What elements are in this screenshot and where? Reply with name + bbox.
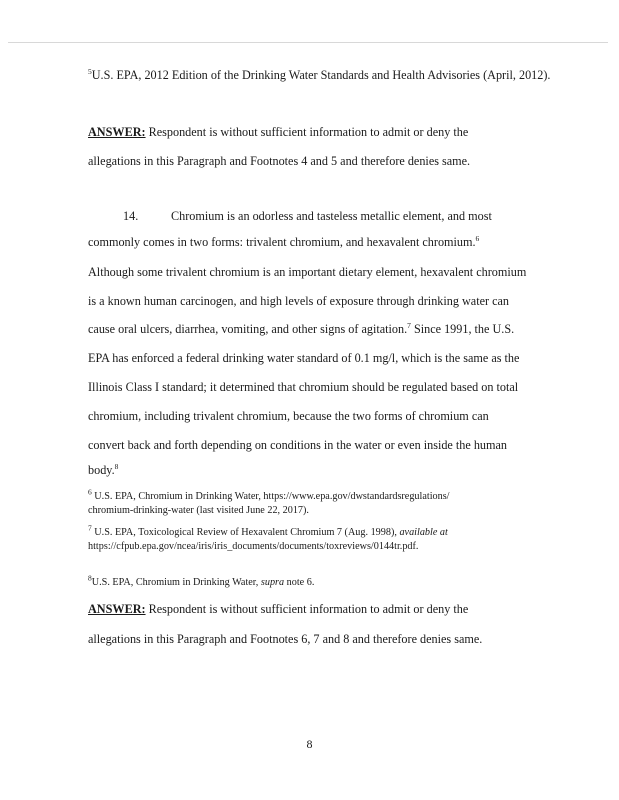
paragraph-14-line-8: chromium, including trivalent chromium, because the two forms of chromium can xyxy=(88,409,489,423)
footnote-6-line-1 xyxy=(88,487,450,503)
answer-2-label: ANSWER: xyxy=(88,602,146,616)
footnote-ref-8: 8 xyxy=(114,461,119,471)
footnote-ref-7: 7 xyxy=(407,320,411,330)
footnote-5-marker: 5 xyxy=(88,66,92,76)
answer-2-line-2: allegations in this Paragraph and Footnotes 6, 7 and 8 and therefore denies same. xyxy=(88,632,483,646)
answer-1-text-1: Respondent is without sufficient information to admit or deny the xyxy=(145,125,469,139)
answer-2-text-1: Respondent is without sufficient information to admit or deny the xyxy=(145,602,469,616)
answer-2-line-1 xyxy=(88,602,468,617)
footnote-7-line-2: https://cfpub.epa.gov/ncea/iris/iris_documents/documents/toxreviews/0144tr.pdf. xyxy=(88,541,419,552)
paragraph-14-text-5b: Since 1991, the U.S. xyxy=(410,322,515,336)
paragraph-14-line-7: Illinois Class I standard; it determined that chromium should be regulated based on total xyxy=(88,380,519,394)
footnote-6-text-1: U.S. EPA, Chromium in Drinking Water, https://www.epa.gov/dwstandardsregulations/ xyxy=(91,491,450,502)
answer-1-label: ANSWER: xyxy=(88,125,146,139)
footnote-7-line-1 xyxy=(88,523,448,539)
paragraph-14-text-1: Chromium is an odorless and tasteless metallic element, and most xyxy=(171,209,492,223)
paragraph-14-line-10 xyxy=(88,463,118,478)
footnote-7-text-1a: U.S. EPA, Toxicological Review of Hexavalent Chromium 7 (Aug. 1998), xyxy=(91,527,400,538)
footnote-ref-6: 6 xyxy=(475,233,480,243)
footnote-7-marker: 7 xyxy=(88,523,92,533)
footnote-7-text-1b: available at xyxy=(399,527,448,538)
paragraph-14-text-10: body. xyxy=(88,463,115,477)
paragraph-14-number: 14. xyxy=(123,209,139,223)
paragraph-14-line-3: Although some trivalent chromium is an important dietary element, hexavalent chromium xyxy=(88,265,527,279)
page-number: 8 xyxy=(306,737,313,751)
paragraph-14-line-2 xyxy=(88,235,479,250)
footnote-6-marker: 6 xyxy=(88,487,92,497)
paragraph-14-text-5a: cause oral ulcers, diarrhea, vomiting, and other signs of agitation. xyxy=(88,322,408,336)
footnote-8-text-a: U.S. EPA, Chromium in Drinking Water, xyxy=(91,577,261,588)
paragraph-14-text-2: commonly comes in two forms: trivalent chromium, and hexavalent chromium. xyxy=(88,235,476,249)
footnote-8-text-b: supra xyxy=(260,577,285,588)
footnote-8 xyxy=(88,573,315,589)
paragraph-14-line-4: is a known human carcinogen, and high levels of exposure through drinking water can xyxy=(88,294,510,308)
answer-1-line-2: allegations in this Paragraph and Footnotes 4 and 5 and therefore denies same. xyxy=(88,154,471,168)
answer-1-line-1 xyxy=(88,125,468,140)
page-top-rule xyxy=(8,42,608,43)
footnote-8-marker: 8 xyxy=(88,573,92,583)
footnote-6-line-2: chromium-drinking-water (last visited June 22, 2017). xyxy=(88,505,309,516)
paragraph-14-line-5 xyxy=(88,322,514,337)
paragraph-14-line-1 xyxy=(123,209,492,224)
footnote-5-text: U.S. EPA, 2012 Edition of the Drinking Water Standards and Health Advisories (April, 2012). xyxy=(91,68,551,82)
footnote-5 xyxy=(88,68,550,83)
paragraph-14-line-9: convert back and forth depending on conditions in the water or even inside the human xyxy=(88,438,507,452)
paragraph-14-line-6: EPA has enforced a federal drinking water standard of 0.1 mg/l, which is the same as the xyxy=(88,351,520,365)
footnote-8-text-c: note 6. xyxy=(284,577,315,588)
